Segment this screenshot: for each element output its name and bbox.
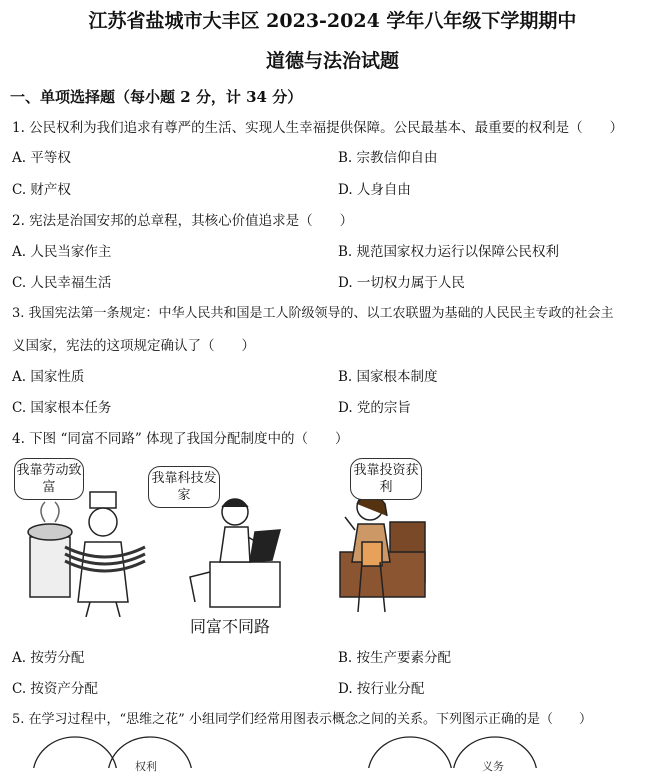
q2-option-c: C. 人民幸福生活: [12, 275, 112, 291]
q1-option-b: B. 宗教信仰自由: [338, 150, 438, 166]
q2-option-a: A. 人民当家作主: [12, 244, 112, 260]
q4-option-c: C. 按资产分配: [12, 681, 98, 697]
question-1-stem: 1. 公民权利为我们追求有尊严的生活、实现人生幸福提供保障。公民最基本、最重要的权利是（ ）: [12, 120, 624, 136]
office-worker-figure: [190, 499, 280, 607]
section-heading: 一、单项选择题（每小题 2 分，计 34 分）: [10, 88, 303, 106]
q3-option-d: D. 党的宗旨: [338, 400, 411, 416]
question-5-stem: 5. 在学习过程中，“思维之花” 小组同学们经常用图表示概念之间的关系。下列图示正确的是（ ）: [12, 712, 592, 727]
question-2-stem: 2. 宪法是治国安邦的总章程，其核心价值追求是（ ）: [12, 213, 354, 229]
q2-option-d: D. 一切权力属于人民: [338, 275, 465, 291]
q2-option-b: B. 规范国家权力运行以保障公民权利: [338, 244, 560, 260]
figure-caption: 同富不同路: [190, 617, 271, 636]
q3-option-b: B. 国家根本制度: [338, 369, 438, 385]
q4-option-b: B. 按生产要素分配: [338, 650, 452, 666]
q3-option-a: A. 国家性质: [12, 369, 85, 385]
speech-bubble-labor: 我靠劳动致富: [14, 458, 84, 500]
q1-option-a: A. 平等权: [12, 150, 71, 166]
exam-title-line2: 道德与法治试题: [265, 50, 399, 72]
speech-bubble-invest: 我靠投资获利: [350, 458, 422, 500]
venn-label-rights: 权利: [135, 760, 157, 773]
q4-option-a: A. 按劳分配: [12, 650, 85, 666]
q3-option-c: C. 国家根本任务: [12, 400, 112, 416]
chef-figure: [28, 492, 145, 617]
question-3-stem-line1: 3. 我国宪法第一条规定：中华人民共和国是工人阶级领导的、以工农联盟为基础的人民民主专政的社会主: [12, 306, 614, 321]
q4-option-d: D. 按行业分配: [338, 681, 425, 697]
venn-label-duties: 义务: [482, 760, 504, 773]
speech-bubble-tech: 我靠科技发家: [148, 466, 220, 508]
q1-option-c: C. 财产权: [12, 182, 71, 198]
question-4-stem: 4. 下图 “同富不同路” 体现了我国分配制度中的（ ）: [12, 431, 349, 447]
venn-diagrams-partial: [0, 730, 665, 768]
q1-option-d: D. 人身自由: [338, 182, 411, 198]
businesswoman-figure: [340, 494, 425, 612]
question-3-stem-line2: 义国家，宪法的这项规定确认了（ ）: [12, 338, 255, 354]
exam-title-line1: 江苏省盐城市大丰区 2023-2024 学年八年级下学期期中: [88, 10, 577, 32]
